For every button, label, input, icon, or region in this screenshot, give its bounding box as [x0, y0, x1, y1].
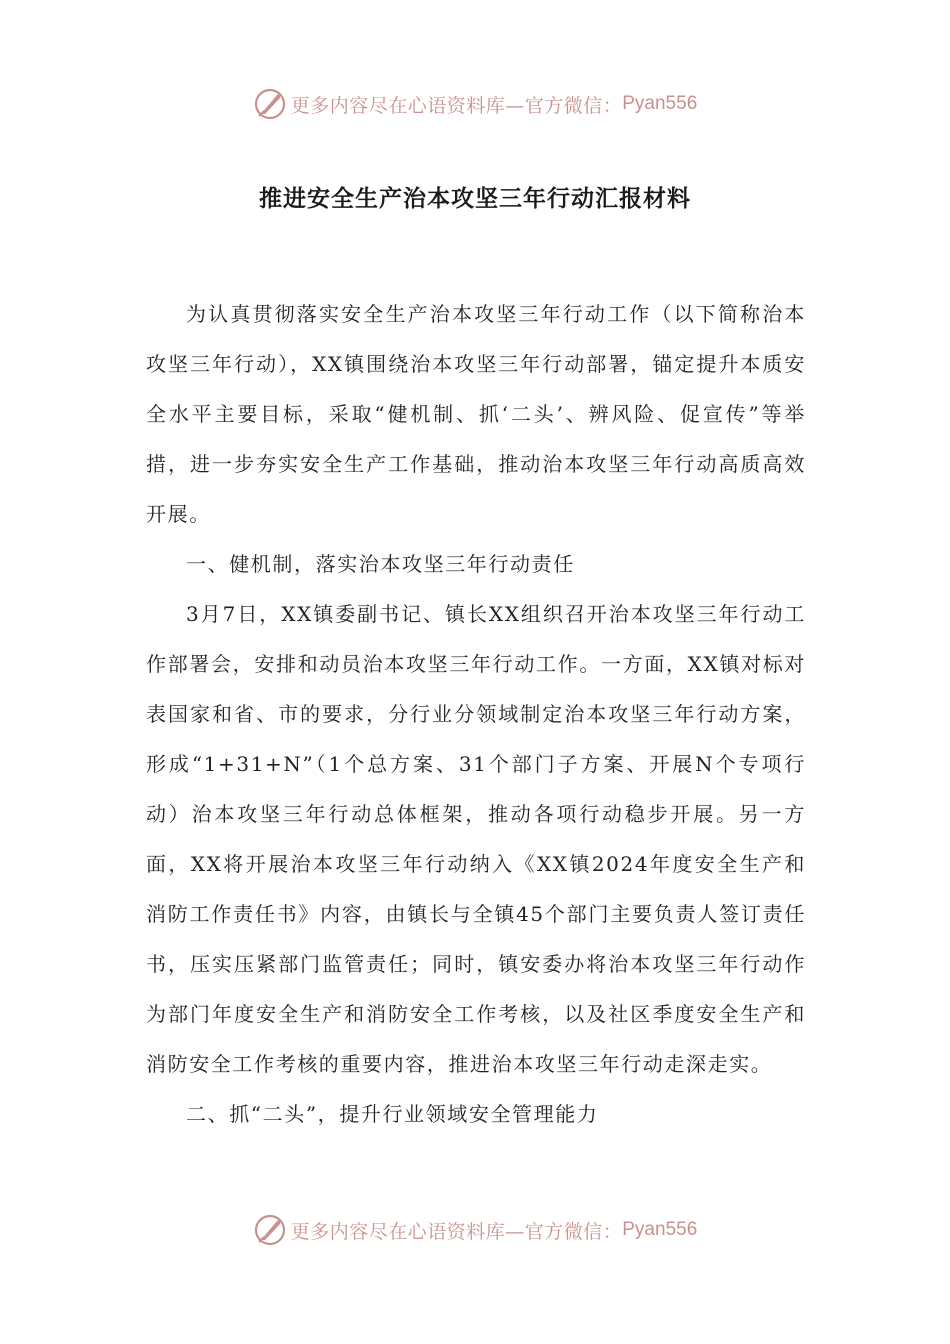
quill-logo-icon — [253, 87, 287, 121]
section-heading-2: 二、抓“二头”，提升行业领域安全管理能力 — [186, 1102, 599, 1126]
section-heading-1: 一、健机制，落实治本攻坚三年行动责任 — [186, 552, 575, 576]
watermark-wechat-id: Pyan556 — [622, 93, 698, 114]
intro-paragraph: 为认真贯彻落实安全生产治本攻坚三年行动工作（以下简称治本攻坚三年行动），XX镇围绕治本攻坚三年行动部署，锚定提升本质安全水平主要目标，采取“健机制、抓‘二头’、辨风险、促宣传”等举措，进一步夯实安全生产工作基础，推动治本攻坚三年行动高质高效开展。 — [146, 302, 806, 526]
document-body — [146, 289, 806, 1139]
section-paragraph-1: 3月7日，XX镇委副书记、镇长XX组织召开治本攻坚三年行动工作部署会，安排和动员治本攻坚三年行动工作。一方面，XX镇对标对表国家和省、市的要求，分行业分领域制定治本攻坚三年行动方案，形成“1+31+N”（1个总方案、31个部门子方案、开展N个专项行动）治本攻坚三年行动总体框架，推动各项行动稳步开展。另一方面，XX将开展治本攻坚三年行动纳入《XX镇2024年度安全生产和消防工作责任书》内容，由镇长与全镇45个部门主要负责人签订责任书，压实压紧部门监管责任；同时，镇安委办将治本攻坚三年行动作为部门年度安全生产和消防安全工作考核，以及社区季度安全生产和消防安全工作考核的重要内容，推进治本攻坚三年行动走深走实。 — [146, 602, 806, 1076]
watermark-text: 更多内容尽在心语资料库—官方微信： — [290, 94, 623, 117]
footer-watermark-banner — [0, 1210, 950, 1250]
document-title: 推进安全生产治本攻坚三年行动汇报材料 — [259, 186, 691, 212]
watermark-wechat-id: Pyan556 — [622, 1219, 698, 1240]
header-watermark-banner — [0, 84, 950, 124]
quill-logo-icon — [253, 1213, 287, 1247]
watermark-text: 更多内容尽在心语资料库—官方微信： — [290, 1220, 623, 1243]
